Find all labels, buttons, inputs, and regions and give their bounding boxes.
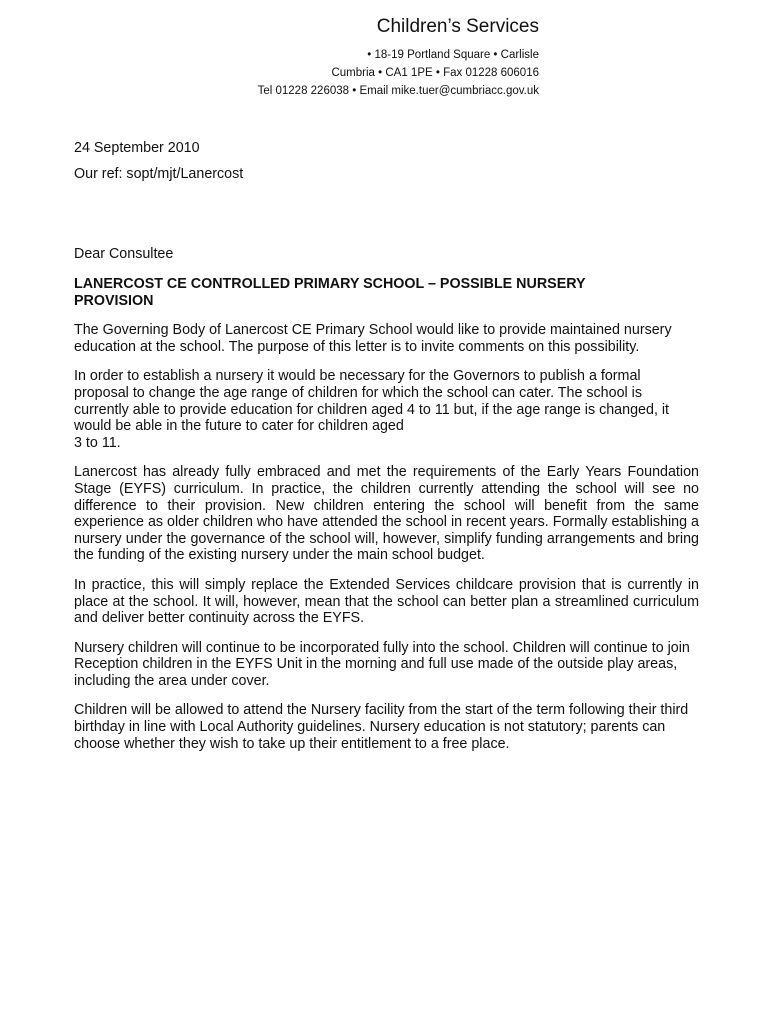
contact-line: Tel 01228 226038 • Email mike.tuer@cumbriacc.gov.uk: [257, 85, 539, 97]
letterhead: [258, 14, 539, 100]
subject-line-1: LANERCOST CE CONTROLLED PRIMARY SCHOOL – POSSIBLE NURSERY: [74, 276, 586, 292]
address-line-1: • 18-19 Portland Square • Carlisle: [367, 49, 539, 61]
paragraph-4: In practice, this will simply replace the Extended Services childcare provision that is currently in place at the school. It will, however, mean that the school can better plan a streamlined curriculum and deliver better continuity across the EYFS.: [74, 576, 699, 627]
subject-heading: [74, 276, 699, 309]
paragraph-5: Nursery children will continue to be incorporated fully into the school. Children will continue to join Reception children in the EYFS Unit in the morning and full use made of the outside play areas, including the area under cover.: [74, 639, 690, 689]
paragraph-2-main: In order to establish a nursery it would be necessary for the Governors to publish a formal proposal to change the age range of children for which the school can cater. The school is currently able to provide education for children aged 4 to 11 but, if the age range is changed, it would be able in the future to cater for children aged: [74, 368, 670, 435]
paragraph-6: Children will be allowed to attend the Nursery facility from the start of the term following their third birthday in line with Local Authority guidelines. Nursery education is not statutory; parents can choose whether they wish to take up their entitlement to a free place.: [74, 702, 689, 752]
letter-body: [74, 138, 699, 752]
subject-line-2: PROVISION: [74, 292, 154, 309]
paragraph-2: [74, 368, 699, 451]
organisation-name: Children’s Services: [376, 16, 539, 37]
letter-reference: Our ref: sopt/mjt/Lanercost: [74, 166, 244, 182]
letter-date: 24 September 2010: [74, 140, 200, 156]
address-line-2: Cumbria • CA1 1PE • Fax 01228 606016: [331, 67, 539, 79]
paragraph-3: Lanercost has already fully embraced and met the requirements of the Early Years Foundation Stage (EYFS) curriculum. In practice, the children currently attending the school will see no difference to their provision. New children entering the school will benefit from the same experience as older children who have attended the school in recent years. Formally establishing a nursery under the governance of the school will, however, simplify funding arrangements and bring the funding of the existing nursery under the main school budget.: [74, 464, 699, 564]
salutation: Dear Consultee: [74, 246, 174, 262]
paragraph-1: The Governing Body of Lanercost CE Primary School would like to provide maintained nursery education at the school. The purpose of this letter is to invite comments on this possibility.: [74, 322, 672, 355]
paragraph-2-tail: 3 to 11.: [74, 434, 121, 451]
